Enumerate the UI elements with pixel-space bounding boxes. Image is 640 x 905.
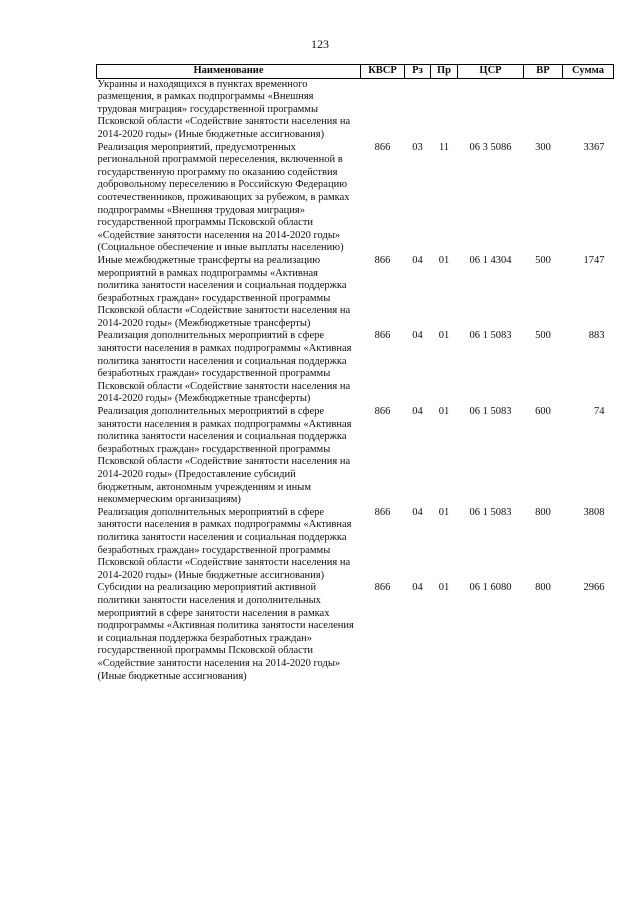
row-csr: 06 1 5083 bbox=[469, 330, 512, 342]
header-kvsr: КВСР bbox=[361, 65, 405, 79]
row-pr: 01 bbox=[438, 254, 450, 266]
row-rz bbox=[405, 78, 431, 141]
row-pr: 01 bbox=[438, 506, 450, 518]
row-vr: 500 bbox=[535, 330, 551, 342]
header-pr: Пр bbox=[431, 65, 458, 79]
row-sum: 2966 bbox=[583, 582, 605, 594]
budget-table bbox=[96, 64, 614, 683]
row-name: Украины и находящихся в пунктах временного размещения, в рамках подпрограммы «Внешняя трудовая миграция» государственной программы Псковской области «Содействие занятости населения на 2014-2020 годы» (Иные бюджетные ассигнования) bbox=[97, 78, 351, 140]
row-sum: 74 bbox=[594, 406, 605, 418]
row-rz: 04 bbox=[412, 330, 423, 342]
row-vr: 600 bbox=[535, 406, 551, 418]
header-sum: Сумма bbox=[563, 65, 614, 79]
row-name: Реализация дополнительных мероприятий в сфере занятости населения в рамках подпрограммы «Активная политика занятости населения и социальная поддержка безработных граждан» государственной программы Псковской области «Содействие занятости населения на 2014-2020 годы» (Межбюджетные трансферты) bbox=[97, 330, 352, 405]
row-pr: 01 bbox=[438, 582, 450, 594]
row-name: Субсидии на реализацию мероприятий активной политики занятости населения и дополнительных мероприятий в сфере занятости населения в рамках подпрограммы «Активная политика занятости населения и социальная поддержка безработных граждан» государственной программы Псковской области «Содействие занятости населения на 2014-2020 годы» (Иные бюджетные ассигнования) bbox=[97, 582, 354, 682]
row-pr: 11 bbox=[438, 141, 450, 153]
header-csr: ЦСР bbox=[458, 65, 524, 79]
row-kvsr: 866 bbox=[374, 506, 391, 518]
row-name: Реализация мероприятий, предусмотренных региональной программой переселения, включенной в государственную программу по оказанию содействия добровольному переселению в Российскую Федерацию соотечественников, проживающих за рубежом, в рамках подпрограммы «Внешняя трудовая миграция» государственной программы Псковской области «Содействие занятости населения на 2014-2020 годы» (Социальное обеспечение и иные выплаты населению) bbox=[97, 141, 350, 254]
row-sum: 1747 bbox=[583, 254, 605, 266]
row-name: Реализация дополнительных мероприятий в сфере занятости населения в рамках подпрограммы «Активная политика занятости населения и социальная поддержка безработных граждан» государственной программы Псковской области «Содействие занятости населения на 2014-2020 годы» (Предоставление субсидий бюджетным, автономным учреждениям и иным некоммерческим организациям) bbox=[97, 406, 352, 506]
table-row bbox=[97, 142, 614, 255]
row-kvsr: 866 bbox=[374, 254, 391, 266]
row-rz: 04 bbox=[412, 506, 423, 518]
header-vr: ВР bbox=[524, 65, 563, 79]
page-number: 123 bbox=[311, 37, 329, 51]
row-vr: 300 bbox=[535, 141, 551, 153]
table-row bbox=[97, 582, 614, 683]
row-rz: 04 bbox=[412, 582, 423, 594]
header-rz: Рз bbox=[405, 65, 431, 79]
row-csr: 06 3 5086 bbox=[469, 141, 512, 153]
table-row bbox=[97, 78, 614, 141]
row-vr: 500 bbox=[535, 254, 551, 266]
row-csr: 06 1 5083 bbox=[469, 406, 512, 418]
table-header-row bbox=[97, 65, 614, 79]
row-pr bbox=[431, 78, 458, 141]
table-row bbox=[97, 330, 614, 406]
row-sum: 883 bbox=[588, 330, 605, 342]
row-sum bbox=[563, 78, 614, 141]
row-name: Реализация дополнительных мероприятий в сфере занятости населения в рамках подпрограммы «Активная политика занятости населения и социальная поддержка безработных граждан» государственной программы Псковской области «Содействие занятости населения на 2014-2020 годы» (Иные бюджетные ассигнования) bbox=[97, 506, 352, 581]
row-rz: 04 bbox=[412, 254, 423, 266]
row-rz: 04 bbox=[412, 406, 423, 418]
table-row bbox=[97, 406, 614, 507]
row-vr bbox=[524, 78, 563, 141]
row-name: Иные межбюджетные трансферты на реализацию мероприятий в рамках подпрограммы «Активная политика занятости населения и социальная поддержка безработных граждан» государственной программы Псковской области «Содействие занятости населения на 2014-2020 годы» (Межбюджетные трансферты) bbox=[97, 254, 351, 329]
row-rz: 03 bbox=[412, 141, 423, 153]
row-kvsr: 866 bbox=[374, 330, 391, 342]
row-csr: 06 1 6080 bbox=[469, 582, 512, 594]
row-sum: 3808 bbox=[583, 506, 605, 518]
row-pr: 01 bbox=[438, 406, 450, 418]
row-kvsr: 866 bbox=[374, 406, 391, 418]
row-kvsr: 866 bbox=[374, 141, 391, 153]
row-kvsr: 866 bbox=[374, 582, 391, 594]
row-vr: 800 bbox=[535, 506, 551, 518]
row-pr: 01 bbox=[438, 330, 450, 342]
row-vr: 800 bbox=[535, 582, 551, 594]
row-csr: 06 1 5083 bbox=[469, 506, 512, 518]
row-csr: 06 1 4304 bbox=[469, 254, 512, 266]
row-csr bbox=[458, 78, 524, 141]
header-name: Наименование bbox=[97, 65, 361, 79]
row-sum: 3367 bbox=[583, 141, 605, 153]
table-row bbox=[97, 255, 614, 331]
row-kvsr bbox=[361, 78, 405, 141]
table-row bbox=[97, 507, 614, 583]
